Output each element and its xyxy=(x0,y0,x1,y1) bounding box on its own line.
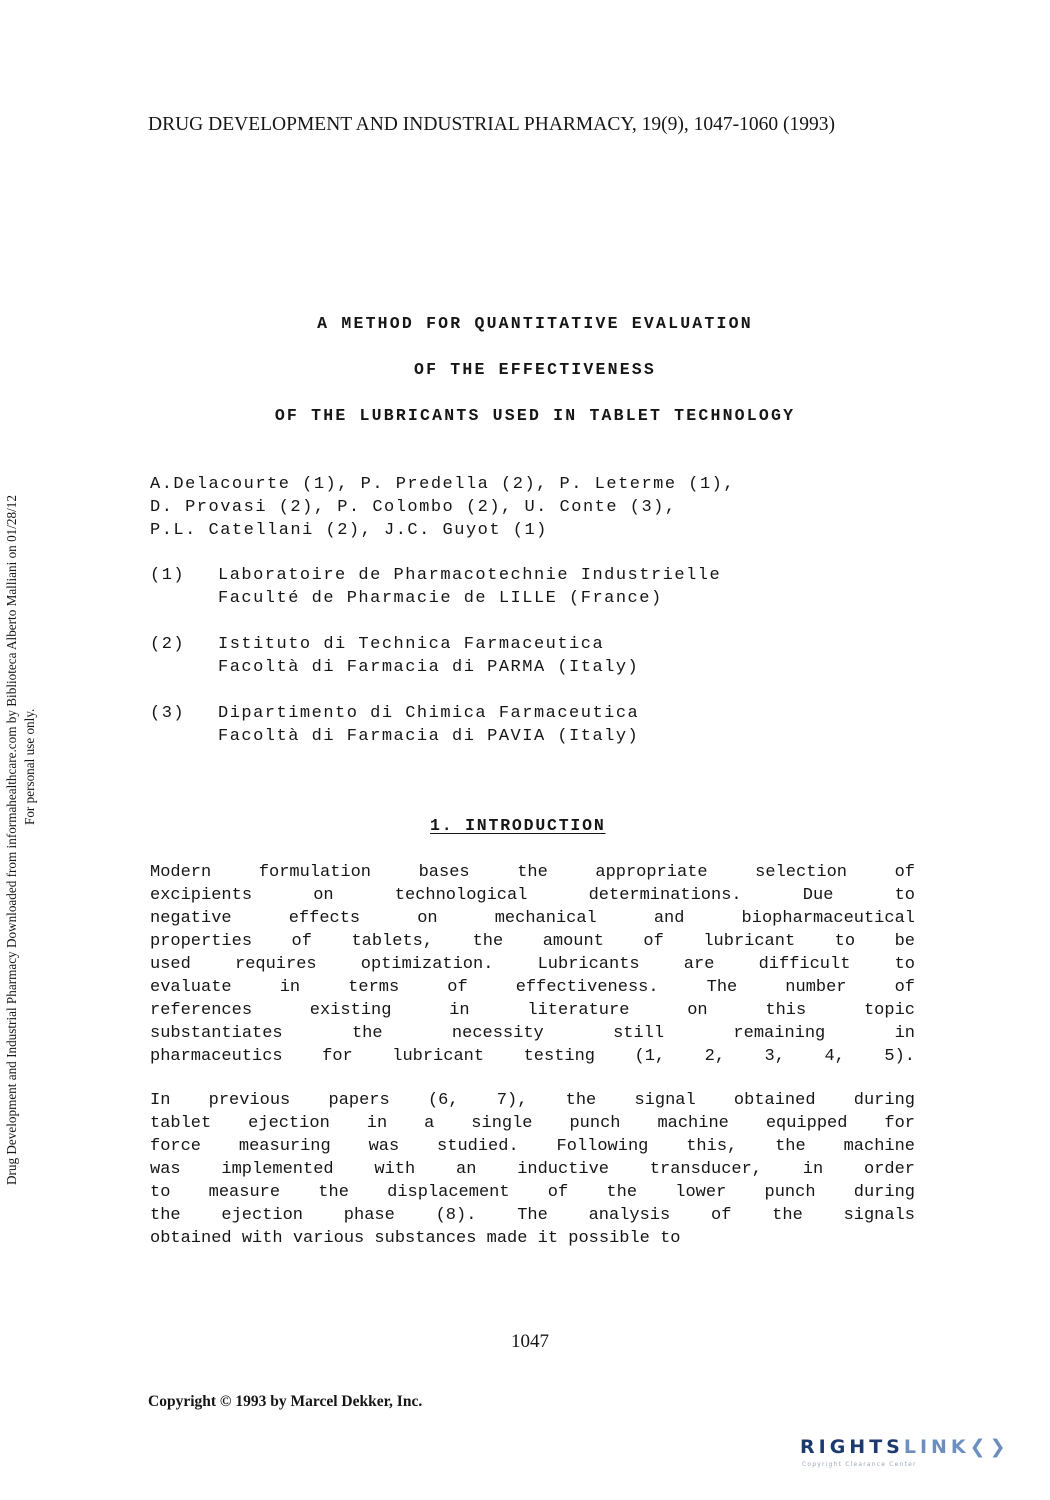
paragraph-line: In previous papers (6, 7), the signal obtained during xyxy=(150,1091,915,1110)
paragraph-line: tablet ejection in a single punch machine equipped for xyxy=(150,1114,915,1133)
intro-paragraph xyxy=(150,861,915,1068)
section-heading: 1. INTRODUCTION xyxy=(430,816,606,835)
paragraph-line: evaluate in terms of effectiveness. The number of xyxy=(150,978,915,997)
author-line: P.L. Catellani (2), J.C. Guyot (1) xyxy=(150,521,548,540)
journal-header: DRUG DEVELOPMENT AND INDUSTRIAL PHARMACY, 19(9), 1047-1060 (1993) xyxy=(148,114,836,135)
paragraph-line: pharmaceutics for lubricant testing (1, 2, 3, 4, 5). xyxy=(150,1047,915,1066)
paragraph-line: was implemented with an inductive transducer, in order xyxy=(150,1160,915,1179)
paragraph-line: Modern formulation bases the appropriate selection of xyxy=(150,863,915,882)
rightslink-wordmark xyxy=(800,1436,1010,1458)
author-line: A.Delacourte (1), P. Predella (2), P. Leterme (1), xyxy=(150,475,736,494)
affiliation-line: Faculté de Pharmacie de LILLE (France) xyxy=(218,589,663,608)
rightslink-logo[interactable] xyxy=(800,1436,1030,1472)
paragraph-line: properties of tablets, the amount of lubricant to be xyxy=(150,932,915,951)
paragraph-line: used requires optimization. Lubricants are difficult to xyxy=(150,955,915,974)
download-watermark xyxy=(0,0,44,1500)
watermark-line: For personal use only. xyxy=(22,708,37,825)
paragraph-line: obtained with various substances made it possible to xyxy=(150,1229,681,1248)
paragraph-line: excipients on technological determinations. Due to xyxy=(150,886,915,905)
author-line: D. Provasi (2), P. Colombo (2), U. Conte (3), xyxy=(150,498,677,517)
affiliation-line: Laboratoire de Pharmacotechnie Industrielle xyxy=(218,566,722,585)
intro-paragraph xyxy=(150,1089,915,1250)
logo-tagline: Copyright Clearance Center xyxy=(802,1461,917,1468)
paragraph-line: substantiates the necessity still remaining in xyxy=(150,1024,915,1043)
article-title-line: OF THE LUBRICANTS USED IN TABLET TECHNOLOGY xyxy=(274,406,796,425)
logo-link-text: LINK xyxy=(903,1436,970,1458)
page-number: 1047 xyxy=(511,1331,549,1352)
article-title-line: OF THE EFFECTIVENESS xyxy=(413,360,657,379)
affiliation-number: (2) xyxy=(150,635,186,654)
affiliation-line: Istituto di Technica Farmaceutica xyxy=(218,635,605,654)
copyright-notice: Copyright © 1993 by Marcel Dekker, Inc. xyxy=(148,1393,423,1410)
watermark-line: Drug Development and Industrial Pharmacy Downloaded from informahealthcare.com by Biblioteca Alberto Malliani on 01/28/12 xyxy=(4,495,19,1185)
paragraph-line: to measure the displacement of the lower punch during xyxy=(150,1183,915,1202)
affiliation-line: Facoltà di Farmacia di PAVIA (Italy) xyxy=(218,727,640,746)
paragraph-line: negative effects on mechanical and biopharmaceutical xyxy=(150,909,915,928)
affiliation-line: Facoltà di Farmacia di PARMA (Italy) xyxy=(218,658,640,677)
chevron-icon: ❮❯ xyxy=(969,1436,1010,1458)
paragraph-line: the ejection phase (8). The analysis of the signals xyxy=(150,1206,915,1225)
affiliation-number: (3) xyxy=(150,704,186,723)
author-list xyxy=(150,473,735,542)
paragraph-line: references existing in literature on this topic xyxy=(150,1001,915,1020)
affiliation-line: Dipartimento di Chimica Farmaceutica xyxy=(218,704,640,723)
paragraph-line: force measuring was studied. Following this, the machine xyxy=(150,1137,915,1156)
affiliation-number: (1) xyxy=(150,566,186,585)
logo-rights-text: RIGHTS xyxy=(800,1436,904,1458)
article-title-line: A METHOD FOR QUANTITATIVE EVALUATION xyxy=(317,314,753,333)
